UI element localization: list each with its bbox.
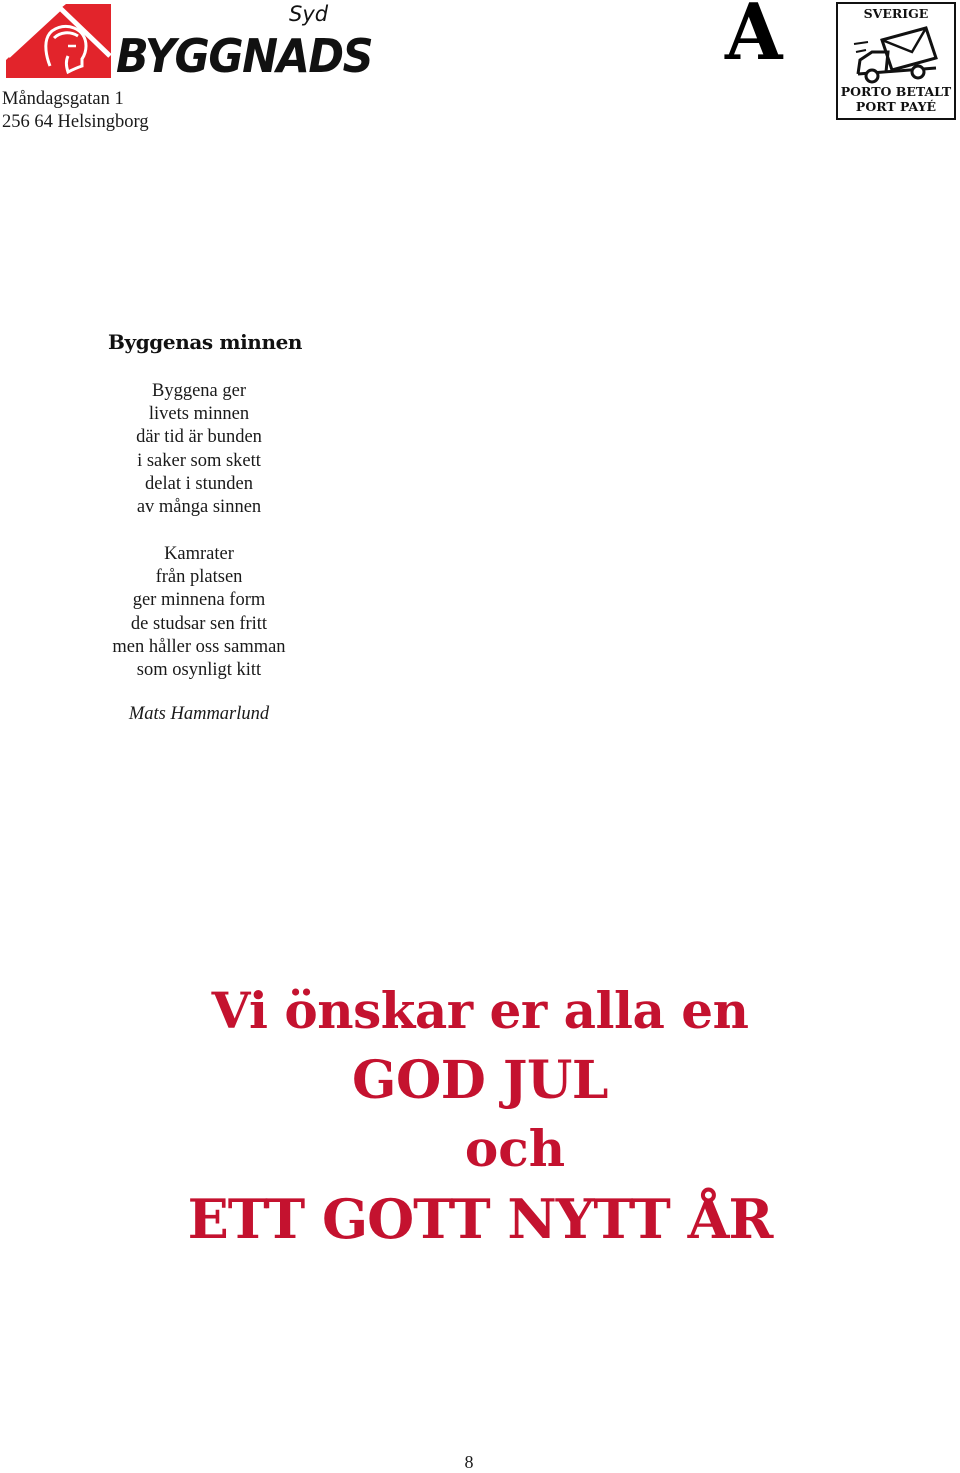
sender-street: Måndagsgatan 1 [2, 89, 124, 109]
sender-city: 256 64 Helsingborg [2, 112, 149, 132]
poem-line: delat i stunden [145, 473, 253, 494]
poem-stanza-2 [0, 543, 398, 682]
poem-stanza-1 [0, 380, 398, 519]
poem-line: som osynligt kitt [136, 660, 262, 681]
logo-region-text: Syd [289, 2, 329, 26]
poem-line: där tid är bunden [136, 427, 262, 448]
sender-address [2, 88, 149, 134]
poem-line: från platsen [155, 567, 243, 588]
poem-line: de studsar sen fritt [130, 613, 268, 634]
poem-line: Kamrater [164, 544, 234, 564]
stamp-porto-betalt: PORTO BETALT [840, 84, 952, 99]
mail-truck-icon [852, 22, 944, 84]
logo-wordmark: BYGGNADS [116, 29, 373, 84]
postage-paid-stamp [836, 2, 956, 120]
poem-line: av många sinnen [136, 497, 262, 518]
poem-line: livets minnen [148, 404, 250, 425]
poem-line: Byggena ger [151, 381, 246, 401]
greeting-line-1: Vi önskar er alla en [211, 981, 749, 1040]
byggnads-logo-icon [6, 4, 111, 78]
stamp-country: SVERIGE [863, 6, 929, 21]
poem-line: men håller oss samman [112, 636, 286, 657]
poem-author: Mats Hammarlund [128, 704, 270, 724]
greeting-gott-nytt-ar: ETT GOTT NYTT ÅR [187, 1187, 773, 1251]
poem-line: i saker som skett [137, 450, 261, 471]
greeting-god-jul: GOD JUL [352, 1050, 608, 1111]
poem-title: Byggenas minnen [108, 330, 303, 354]
stamp-port-paye: PORT PAYÉ [855, 99, 937, 114]
poem-line: ger minnena form [132, 590, 266, 611]
page-number: 8 [464, 1452, 474, 1472]
greeting-och: och [464, 1119, 566, 1178]
postal-class-letter: A [725, 0, 783, 78]
